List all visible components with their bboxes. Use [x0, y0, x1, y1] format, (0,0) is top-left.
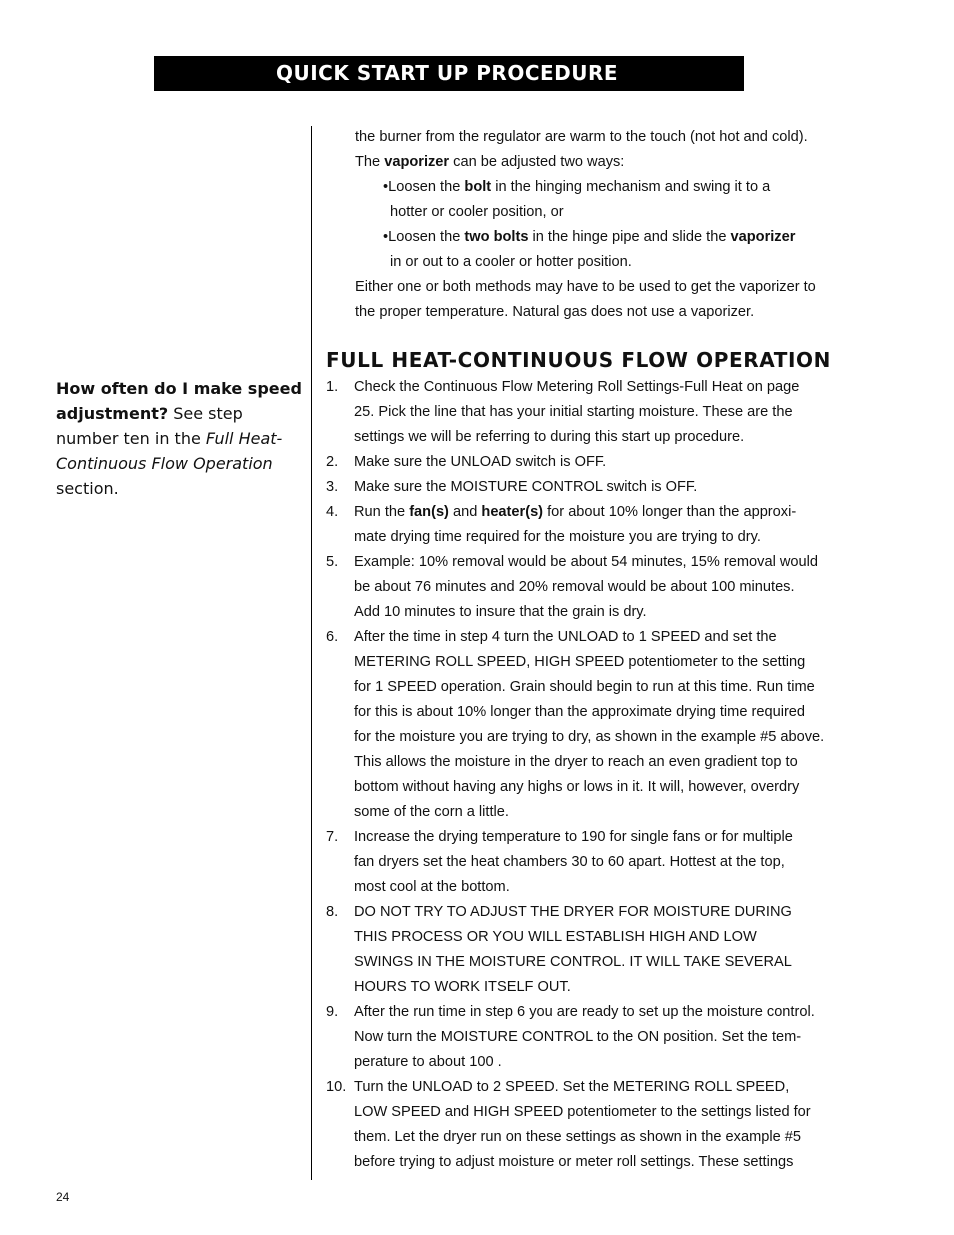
sidebar-note	[56, 376, 306, 501]
header-title: QUICK START UP PROCEDURE	[276, 61, 619, 85]
step-line: for 1 SPEED operation. Grain should begin to run at this time. Run time	[354, 679, 815, 695]
bullet-2: •Loosen the two bolts in the hinge pipe and slide the vaporizer	[383, 229, 796, 245]
intro-close-1: Either one or both methods may have to be used to get the vaporizer to	[355, 279, 816, 295]
step-line: This allows the moisture in the dryer to reach an even gradient top to	[354, 754, 798, 770]
step-body	[354, 1000, 846, 1075]
step-line: bottom without having any highs or lows in it. It will, however, overdry	[354, 779, 800, 795]
step-line: them. Let the dryer run on these settings as shown in the example #5	[354, 1129, 801, 1145]
step-line: be about 76 minutes and 20% removal would be about 100 minutes.	[354, 579, 795, 595]
step-body	[354, 375, 846, 450]
step-line: for the moisture you are trying to dry, as shown in the example #5 above.	[354, 729, 825, 745]
step-number: 5.	[326, 554, 339, 570]
intro-close-2: the proper temperature. Natural gas does not use a vaporizer.	[355, 304, 755, 320]
sidebar-ref: Full Heat-Continuous Flow Operation	[56, 429, 283, 473]
step-line: METERING ROLL SPEED, HIGH SPEED potentiometer to the setting	[354, 654, 806, 670]
step-body	[354, 625, 846, 825]
step-line: settings we will be referring to during this start up procedure.	[354, 429, 745, 445]
sidebar-section-word: section.	[56, 479, 119, 498]
intro-line-2: The vaporizer can be adjusted two ways:	[355, 154, 625, 170]
step-line: Add 10 minutes to insure that the grain is dry.	[354, 604, 647, 620]
step-line: Now turn the MOISTURE CONTROL to the ON position. Set the tem-	[354, 1029, 802, 1045]
sidebar-see-text: See step number ten in the	[56, 404, 243, 448]
step-body	[354, 550, 846, 625]
step-line: some of the corn a little.	[354, 804, 509, 820]
step-number: 2.	[326, 454, 339, 470]
list-item	[326, 550, 846, 625]
step-line: After the time in step 4 turn the UNLOAD to 1 SPEED and set the	[354, 629, 777, 645]
step-line: THIS PROCESS OR YOU WILL ESTABLISH HIGH AND LOW	[354, 929, 757, 945]
step-number: 8.	[326, 904, 339, 920]
list-item	[326, 625, 846, 825]
step-line: SWINGS IN THE MOISTURE CONTROL. IT WILL TAKE SEVERAL	[354, 954, 792, 970]
bullet-1-cont: hotter or cooler position, or	[390, 204, 564, 220]
step-body	[354, 450, 846, 475]
step-body	[354, 900, 846, 1000]
page-header	[154, 56, 744, 91]
step-number: 7.	[326, 829, 339, 845]
step-line: Make sure the UNLOAD switch is OFF.	[354, 454, 607, 470]
list-item	[326, 375, 846, 450]
section-title: FULL HEAT-CONTINUOUS FLOW OPERATION	[326, 348, 831, 372]
main-column	[326, 125, 846, 1175]
step-line: for this is about 10% longer than the approximate drying time required	[354, 704, 806, 720]
step-number: 9.	[326, 1004, 339, 1020]
list-item	[326, 475, 846, 500]
step-number: 1.	[326, 379, 339, 395]
bullet-2-cont: in or out to a cooler or hotter position.	[390, 254, 632, 270]
page-number: 24	[56, 1190, 70, 1204]
list-item	[326, 1075, 846, 1175]
sidebar-question: How often do I make speed adjustment?	[56, 379, 302, 423]
step-line: Increase the drying temperature to 190 for single fans or for multiple	[354, 829, 793, 845]
step-line: LOW SPEED and HIGH SPEED potentiometer to the settings listed for	[354, 1104, 811, 1120]
step-line: Example: 10% removal would be about 54 minutes, 15% removal would	[354, 554, 819, 570]
list-item	[326, 500, 846, 550]
step-body	[354, 825, 846, 900]
step-line: most cool at the bottom.	[354, 879, 510, 895]
step-line: After the run time in step 6 you are ready to set up the moisture control.	[354, 1004, 815, 1020]
step-line: fan dryers set the heat chambers 30 to 60 apart. Hottest at the top,	[354, 854, 785, 870]
step-line: Make sure the MOISTURE CONTROL switch is OFF.	[354, 479, 698, 495]
step-number: 10.	[326, 1079, 347, 1095]
step-number: 3.	[326, 479, 339, 495]
step-line: perature to about 100 .	[354, 1054, 502, 1070]
step-body	[354, 500, 846, 550]
list-item	[326, 450, 846, 475]
step-number: 4.	[326, 504, 339, 520]
step-body	[354, 1075, 846, 1175]
column-divider	[311, 126, 312, 1180]
list-item	[326, 825, 846, 900]
step-line: mate drying time required for the moisture you are trying to dry.	[354, 529, 761, 545]
list-item	[326, 900, 846, 1000]
list-item	[326, 1000, 846, 1075]
step-body	[354, 475, 846, 500]
step-line: HOURS TO WORK ITSELF OUT.	[354, 979, 571, 995]
step-number: 6.	[326, 629, 339, 645]
step-line: Turn the UNLOAD to 2 SPEED. Set the METERING ROLL SPEED,	[354, 1079, 790, 1095]
step-line: 25. Pick the line that has your initial starting moisture. These are the	[354, 404, 793, 420]
steps-list	[326, 375, 846, 1175]
step-line: Check the Continuous Flow Metering Roll Settings-Full Heat on page	[354, 379, 800, 395]
step-line: DO NOT TRY TO ADJUST THE DRYER FOR MOISTURE DURING	[354, 904, 792, 920]
step-line: Run the fan(s) and heater(s) for about 10% longer than the approxi-	[354, 504, 797, 520]
bullet-1: •Loosen the bolt in the hinging mechanism and swing it to a	[383, 179, 771, 195]
intro-line-1: the burner from the regulator are warm to the touch (not hot and cold).	[355, 129, 808, 145]
step-line: before trying to adjust moisture or meter roll settings. These settings	[354, 1154, 794, 1170]
